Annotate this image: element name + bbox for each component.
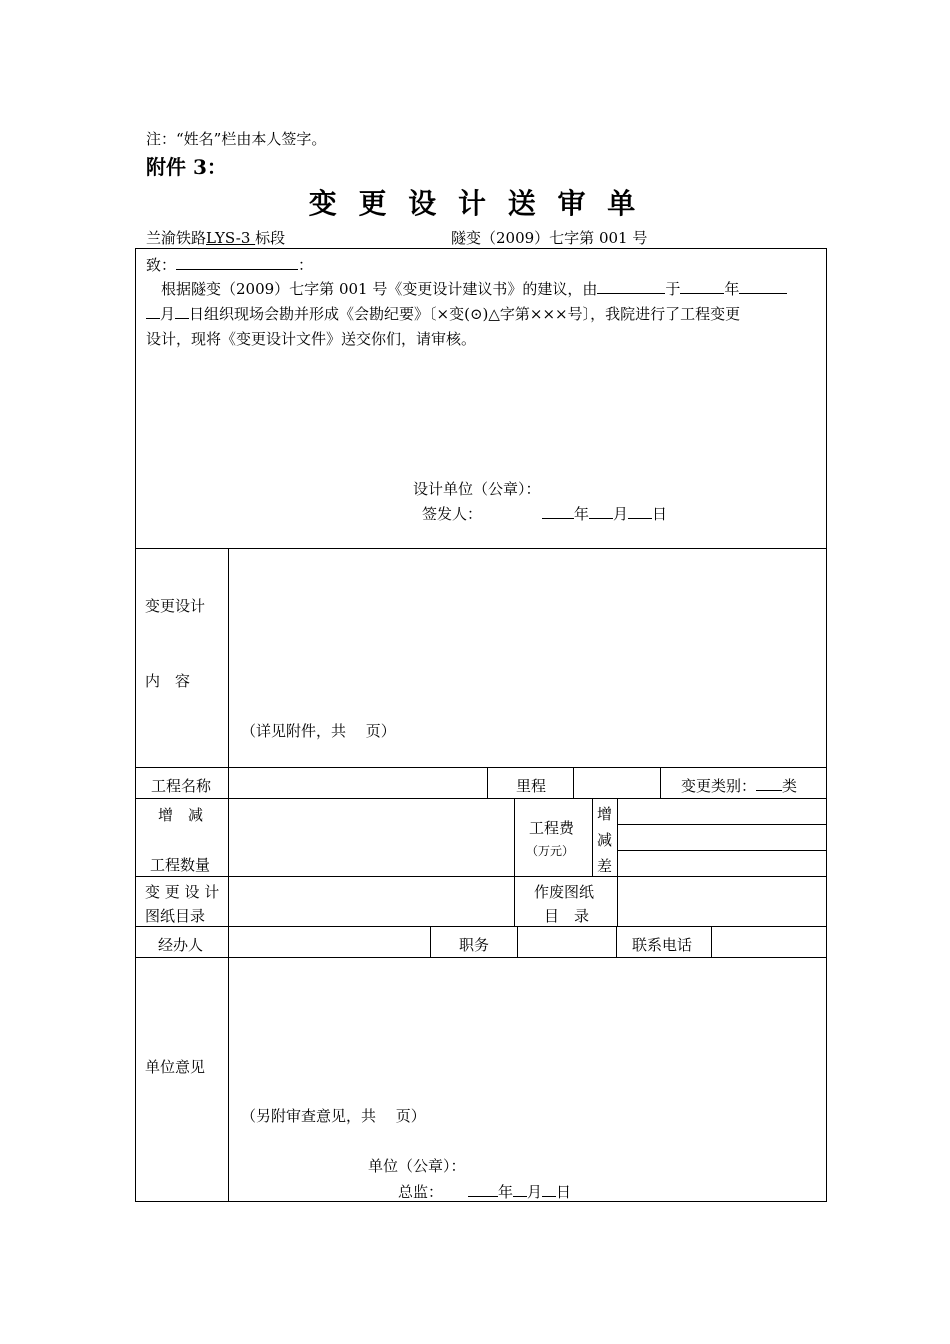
change-type-field[interactable]: [756, 775, 782, 791]
cost-difference-field[interactable]: [620, 852, 824, 875]
issue-date: 年 月 日: [542, 503, 667, 524]
cost-increase-field[interactable]: [620, 800, 824, 823]
signer-label: 签发人：: [422, 505, 483, 523]
document-number: 隧变（2009）七字第 001 号: [451, 229, 648, 247]
quantity-field[interactable]: [231, 800, 512, 874]
design-unit-seal: 设计单位（公章）：: [413, 480, 541, 498]
page-title: 变 更 设 计 送 审 单: [308, 187, 642, 220]
cost-decrease-label: 减: [597, 831, 613, 849]
letter-paragraph-line-2: 月 日组织现场会勘并形成《会勘纪要》〔×变(⊙)△字第×××号〕，我院进行了工程变更: [146, 303, 740, 324]
project-name-label: 工程名称: [151, 777, 212, 795]
change-content-field[interactable]: [230, 550, 824, 765]
cost-difference-label: 差: [597, 857, 613, 875]
void-drawings-field[interactable]: [620, 878, 824, 924]
drawings-field[interactable]: [231, 878, 512, 924]
recipient-line: 致： ：: [146, 256, 314, 274]
void-drawings-label-1: 作废图纸: [534, 883, 595, 901]
opinion-year-field[interactable]: [468, 1181, 498, 1197]
issue-month-field[interactable]: [589, 503, 613, 519]
opinion-day-field[interactable]: [542, 1181, 556, 1197]
cost-unit: （万元）: [526, 844, 575, 858]
mileage-label: 里程: [516, 777, 547, 795]
phone-label: 联系电话: [632, 936, 693, 954]
handler-label: 经办人: [158, 936, 204, 954]
phone-field[interactable]: [714, 928, 824, 956]
railway-section: [146, 227, 285, 248]
opinion-attachment-note: （另附审查意见，共 页）: [241, 1107, 426, 1125]
section-code: LYS-3: [206, 229, 256, 247]
opinion-month-field[interactable]: [513, 1181, 527, 1197]
railway-suffix: 标段: [255, 229, 286, 247]
month-field-a[interactable]: [739, 278, 787, 294]
opinion-unit-seal: 单位（公章）：: [368, 1157, 466, 1175]
change-content-label-2: 内 容: [145, 672, 191, 690]
organizer-field[interactable]: [597, 278, 665, 294]
drawings-label-1: 变 更 设 计: [145, 883, 220, 901]
void-drawings-label-2: 目 录: [544, 907, 590, 925]
month-field-b[interactable]: [146, 303, 160, 319]
handler-field[interactable]: [231, 928, 428, 956]
drawings-label-2: 图纸目录: [145, 907, 206, 925]
cost-decrease-field[interactable]: [620, 826, 824, 849]
day-field[interactable]: [175, 303, 189, 319]
issue-year-field[interactable]: [542, 503, 574, 519]
cost-label: 工程费: [529, 819, 575, 837]
signature-note: 注：“姓名”栏由本人签字。: [146, 130, 327, 148]
unit-opinion-field[interactable]: [230, 959, 824, 1099]
position-field[interactable]: [520, 928, 614, 956]
issue-day-field[interactable]: [628, 503, 652, 519]
railway-prefix: 兰渝铁路: [146, 229, 207, 247]
recipient-label: 致：: [146, 256, 177, 274]
letter-paragraph-line-3: 设计，现将《变更设计文件》送交你们，请审核。: [146, 330, 477, 348]
project-name-field[interactable]: [231, 769, 485, 797]
year-field[interactable]: [680, 278, 724, 294]
cost-increase-label: 增: [597, 805, 613, 823]
director-label: 总监：: [398, 1183, 444, 1201]
recipient-field[interactable]: [176, 254, 298, 270]
opinion-date: 年 月 日: [468, 1181, 571, 1202]
unit-opinion-label: 单位意见: [145, 1058, 206, 1076]
letter-paragraph-line-1: 根据隧变（2009）七字第 001 号《变更设计建议书》的建议，由 于 年: [161, 278, 787, 299]
quantity-label-2: 工程数量: [150, 856, 211, 874]
change-type-label: 变更类别：: [681, 777, 757, 795]
position-label: 职务: [459, 936, 490, 954]
content-attachment-note: （详见附件，共 页）: [241, 722, 396, 740]
change-content-label-1: 变更设计: [145, 597, 206, 615]
quantity-label-1: 增 减: [158, 806, 204, 824]
change-type: 变更类别： 类: [681, 777, 798, 795]
mileage-field[interactable]: [576, 769, 658, 797]
attachment-label: 附件 3：: [146, 155, 227, 179]
